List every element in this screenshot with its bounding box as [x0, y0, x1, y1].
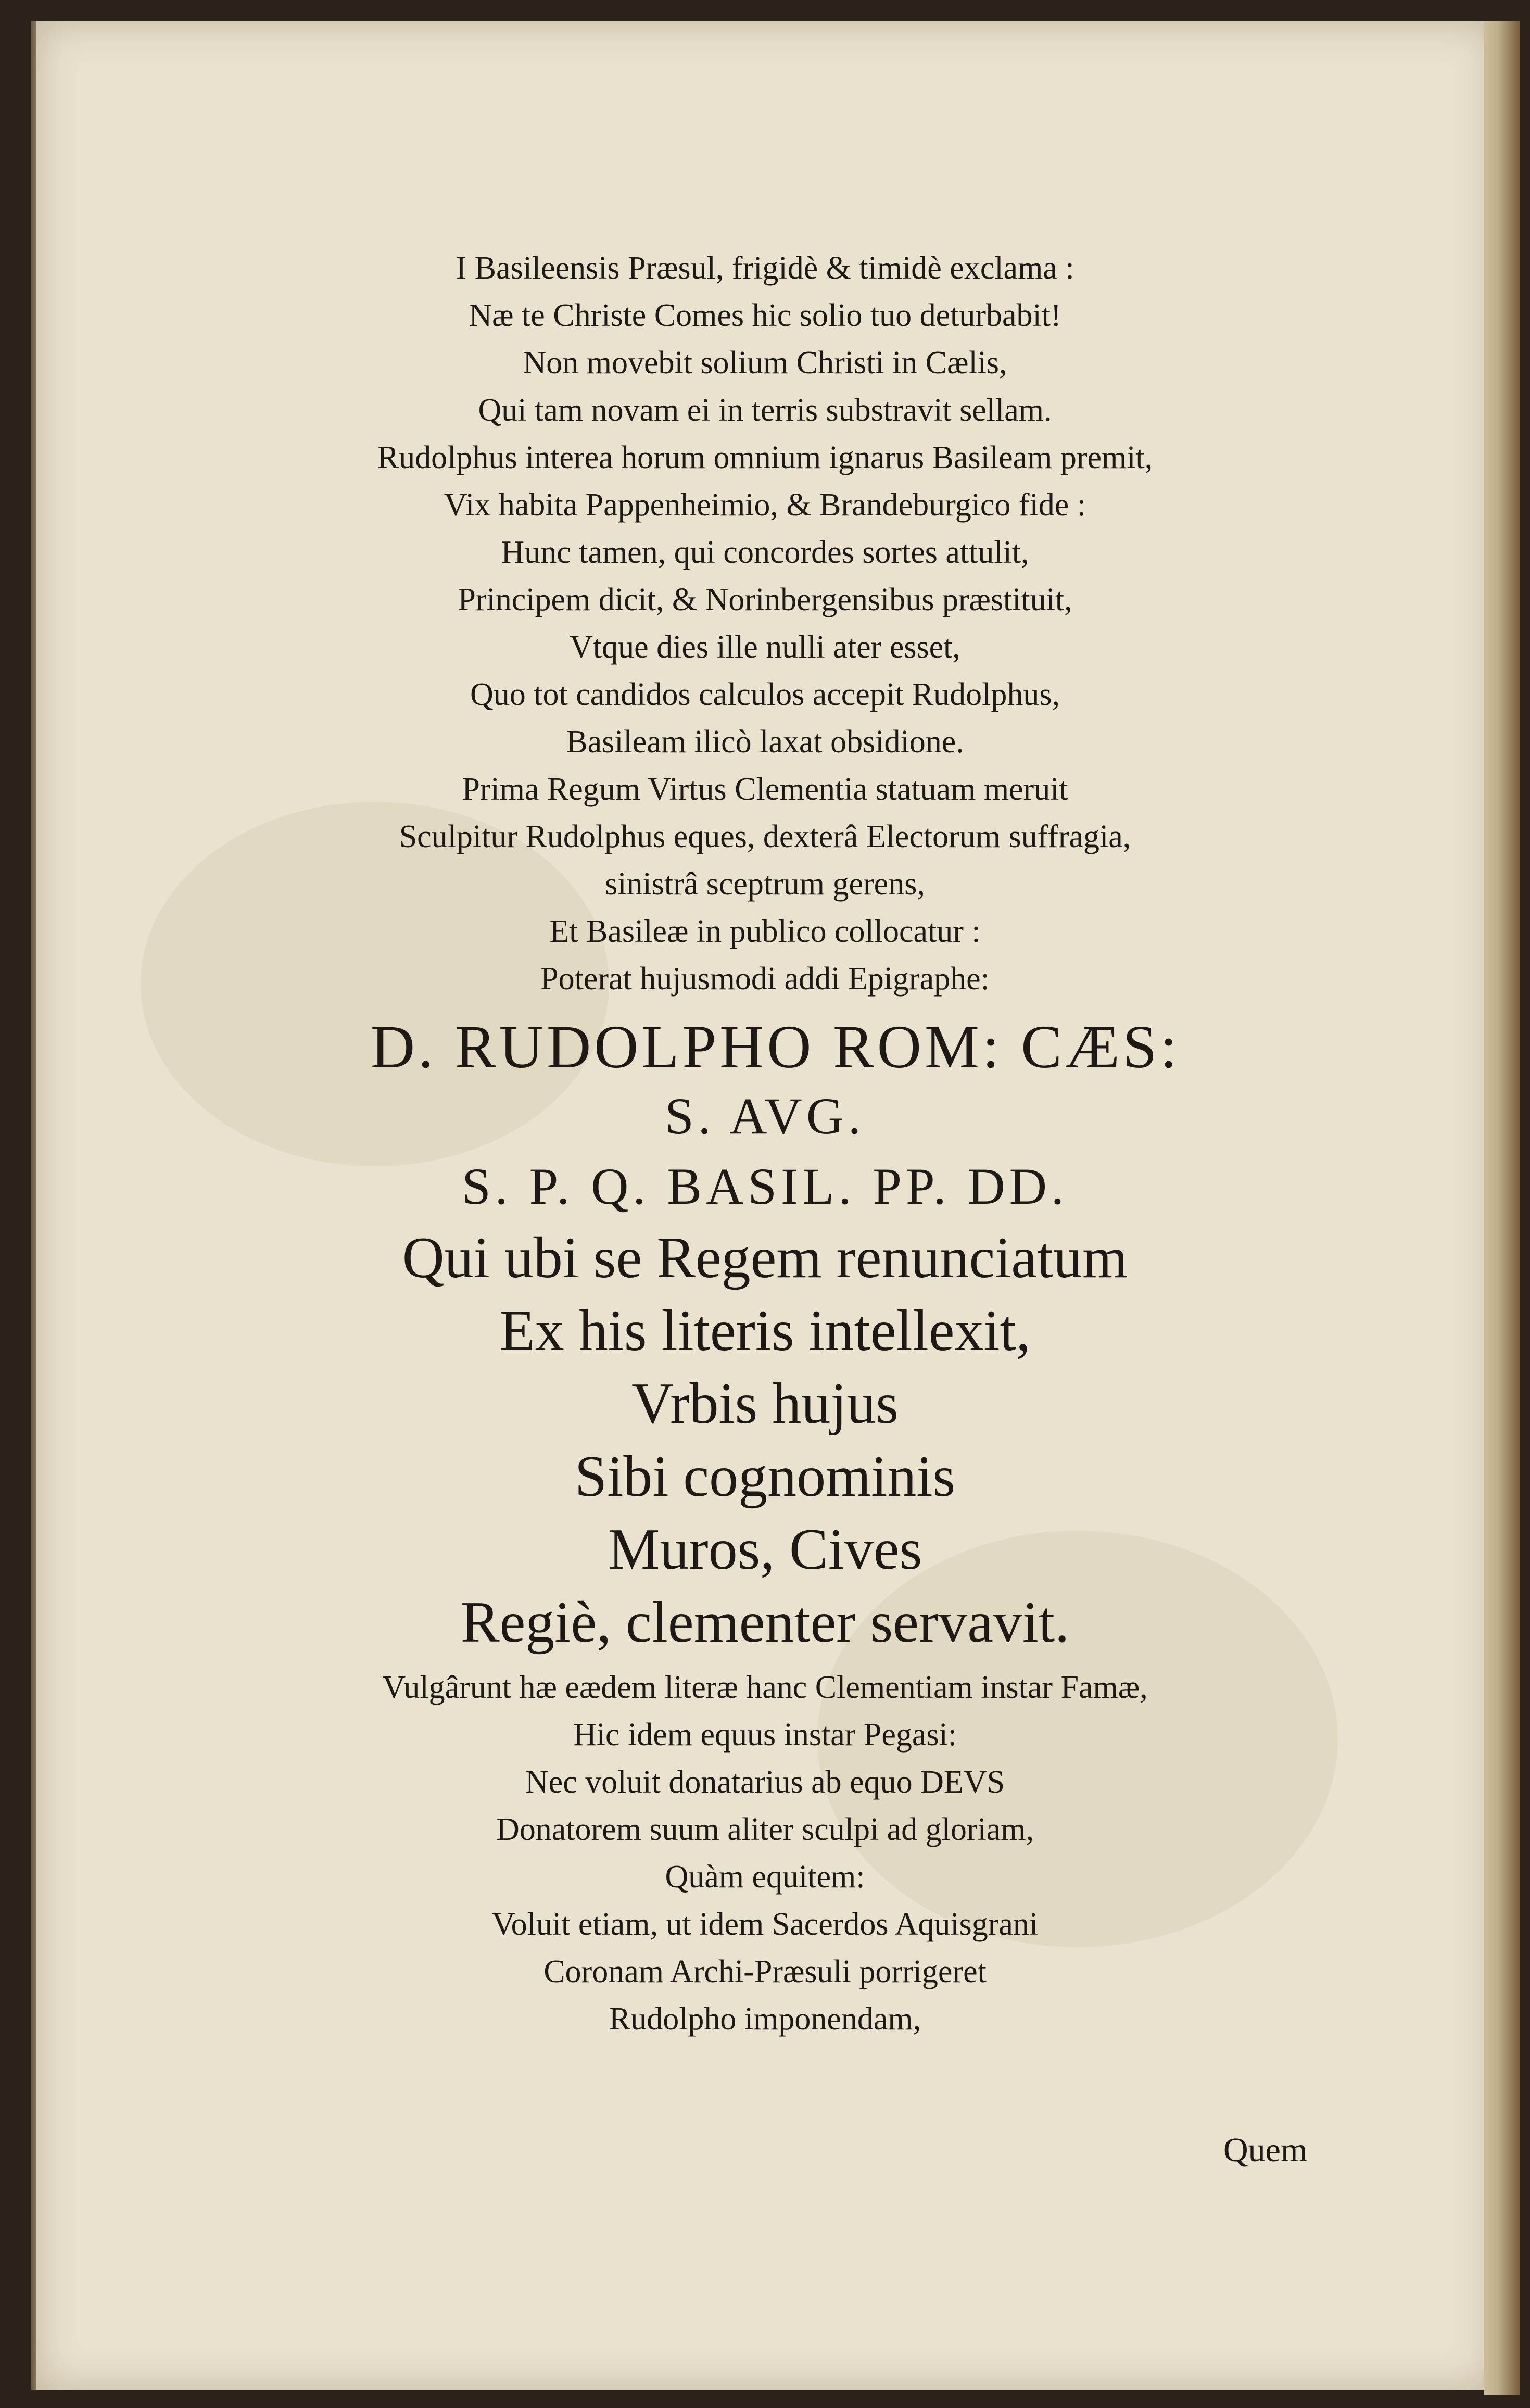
text-line: Vix habita Pappenheimio, & Brandeburgico fide : [444, 487, 1086, 523]
text-line: sinistrâ sceptrum gerens, [605, 866, 925, 902]
verse-block-a [0, 245, 1530, 1003]
text-line: Prima Regum Virtus Clementia statuam meruit [462, 772, 1068, 807]
text-line: Hic idem equus instar Pegasi: [573, 1717, 957, 1753]
page-text [0, 245, 1530, 2043]
text-line: Basileam ilicò laxat obsidione. [566, 724, 964, 760]
text-line: Hunc tamen, qui concordes sortes attulit, [501, 535, 1029, 570]
text-line: Non movebit solium Christi in Cælis, [523, 345, 1007, 381]
inscription-line: S. P. Q. BASIL. PP. DD. [462, 1157, 1068, 1215]
text-line: Sculpitur Rudolphus eques, dexterâ Electorum suffragia, [399, 819, 1131, 854]
text-line: Vulgârunt hæ eædem literæ hanc Clementiam instar Famæ, [382, 1670, 1148, 1705]
inscription-line: Muros, Cives [608, 1517, 922, 1582]
text-line: Rudolphus interea horum omnium ignarus Basileam premit, [377, 440, 1153, 475]
inscription-heading: D. RUDOLPHO ROM: CÆS: [370, 1013, 1181, 1081]
text-line: Et Basileæ in publico collocatur : [549, 914, 981, 949]
text-line: Nec voluit donatarius ab equo DEVS [525, 1764, 1005, 1800]
text-line: Principem dicit, & Norinbergensibus præstituit, [458, 582, 1072, 617]
catchword: Quem [1223, 2131, 1308, 2169]
inscription-line: Qui ubi se Regem renunciatum [402, 1226, 1128, 1290]
inscription-line: Ex his literis intellexit, [499, 1298, 1031, 1363]
text-line: Quo tot candidos calculos accepit Rudolphus, [470, 677, 1060, 712]
text-line: Næ te Christe Comes hic solio tuo deturbabit! [469, 298, 1061, 333]
text-line: Qui tam novam ei in terris substravit sellam. [478, 393, 1052, 428]
text-line: Voluit etiam, ut idem Sacerdos Aquisgrani [491, 1907, 1039, 1942]
verse-block-b [0, 1664, 1530, 2043]
inscription-block [0, 1013, 1530, 1659]
text-line: Rudolpho imponendam, [609, 2001, 921, 2037]
text-line: Donatorem suum aliter sculpi ad gloriam, [496, 1812, 1034, 1847]
text-line: Vtque dies ille nulli ater esset, [570, 629, 960, 665]
text-line: I Basileensis Præsul, frigidè & timidè exclama : [456, 250, 1074, 286]
inscription-line: Sibi cognominis [574, 1444, 956, 1509]
inscription-line: Regiè, clementer servavit. [460, 1590, 1070, 1655]
inscription-line: S. AVG. [665, 1087, 865, 1145]
text-line: Quàm equitem: [665, 1859, 865, 1895]
inscription-line: Vrbis hujus [631, 1371, 899, 1436]
text-line: Coronam Archi-Præsuli porrigeret [543, 1954, 987, 1989]
text-line: Poterat hujusmodi addi Epigraphe: [540, 961, 990, 997]
